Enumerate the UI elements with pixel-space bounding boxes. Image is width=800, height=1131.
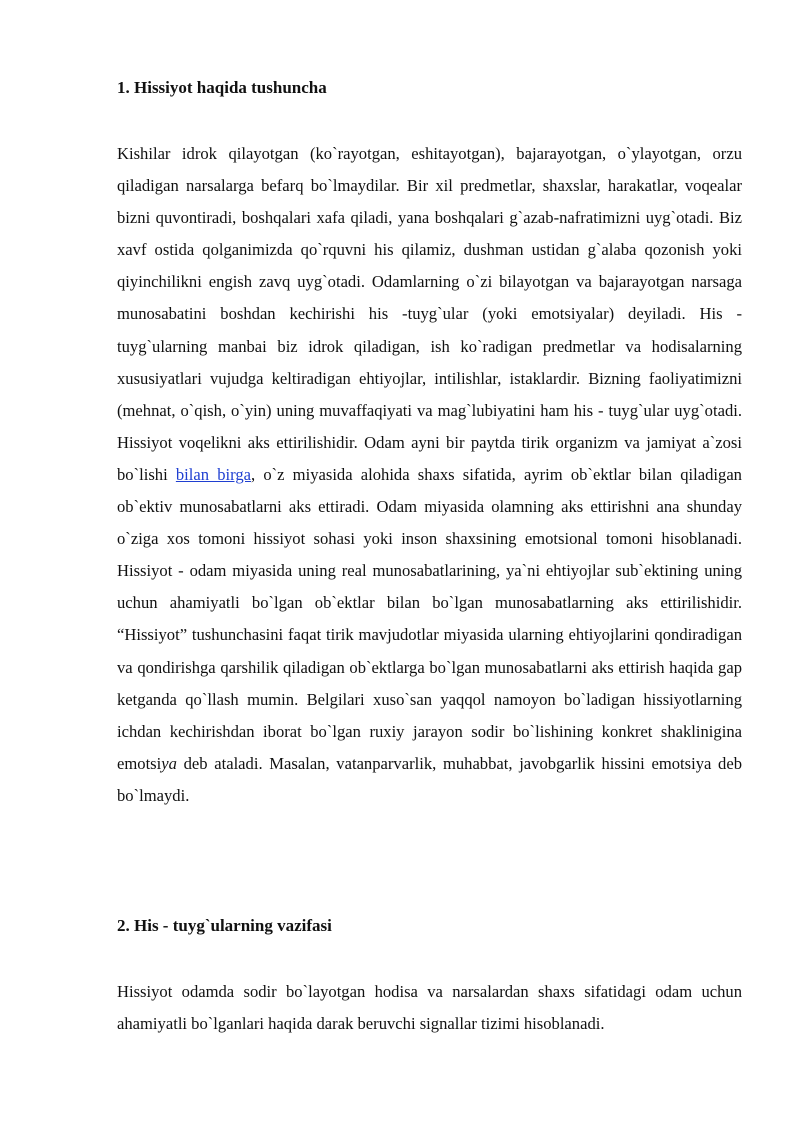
section-1-paragraph [117, 138, 742, 812]
section-1-body [117, 138, 742, 812]
paragraph-text-end: deb ataladi. Masalan, vatanparvarlik, muhabbat, javobgarlik hissini emotsiya deb bo`lmaydi. [117, 753, 742, 805]
paragraph-text-before-link: Kishilar idrok qilayotgan (ko`rayotgan, eshitayotgan), bajarayotgan, o`ylayotgan, orzu qiladigan narsalarga befarq bo`lmaydilar. Bir xil predmetlar, shaxslar, harakatlar, voqealar bizni quvontiradi, boshqalari xafa qiladi, yana boshqalari g`azab-nafratimizni uyg`otadi. Biz xavf ostida qolganimizda qo`rquvni his qilamiz, dushman ustidan g`alaba qozonish yoki qiyinchilikni engish zavq uyg`otadi. Odamlarning o`zi bilayotgan va bajarayotgan narsaga munosabatini boshdan kechirishi his -tuyg`ular (yoki emotsiyalar) deyiladi. His - tuyg`ularning manbai biz idrok qiladigan, ish ko`radigan predmetlar va hodisalarning xususiyatlari vujudga keltiradigan ehtiyojlar, intilishlar, istaklardir. Bizning faoliyatimizni (mehnat, o`qish, o`yin) uning muvaffaqiyati va mag`lubiyatini ham his - tuyg`ular uyg`otadi. Hissiyot voqelikni aks ettirilishidir. Odam ayni bir paytda tirik organizm va jamiyat a`zosi bo`lishi [117, 144, 742, 484]
paragraph-text-after-link: , o`z miyasida alohida shaxs sifatida, ayrim ob`ektlar bilan qiladigan ob`ektiv munosabatlarni aks ettiradi. Odam miyasida olamning aks ettirishni ana shunday o`ziga xos tomoni hissiyot sohasi yoki inson shaxsining emotsional tomoni hisoblanadi. Hissiyot - odam miyasida uning real munosabatlarining, ya`ni ehtiyojlar sub`ektining uning uchun ahamiyatli bo`lgan ob`ektlar bilan bo`lgan munosabatlarning aks ettirilishidir. “Hissiyot” tushunchasini faqat tirik mavjudotlar miyasida ularning ehtiyojlarini qondiradigan va qondirishga qarshilik qiladigan ob`ektlarga bo`lgan munosabatlarni aks ettirish haqida gap ketganda qo`llash mumin. Belgilari xuso`san yaqqol namoyon bo`ladigan hissiyotlarning ichdan kechirishdan iborat bo`lgan ruxiy jarayon sodir bo`lishining konkret shaklinigina emotsi [117, 464, 742, 773]
section-1-heading: 1. Hissiyot haqida tushuncha [117, 78, 327, 97]
section-2-paragraph: Hissiyot odamda sodir bo`layotgan hodisa va narsalardan shaxs sifatidagi odam uchun ahamiyatli bo`lganlari haqida darak beruvchi signallar tizimi hisoblanadi. [117, 982, 742, 1034]
bilan-birga-link[interactable]: bilan birga [175, 464, 252, 484]
italic-fragment: ya [161, 753, 177, 773]
section-2-heading: 2. His - tuyg`ularning vazifasi [117, 916, 332, 935]
